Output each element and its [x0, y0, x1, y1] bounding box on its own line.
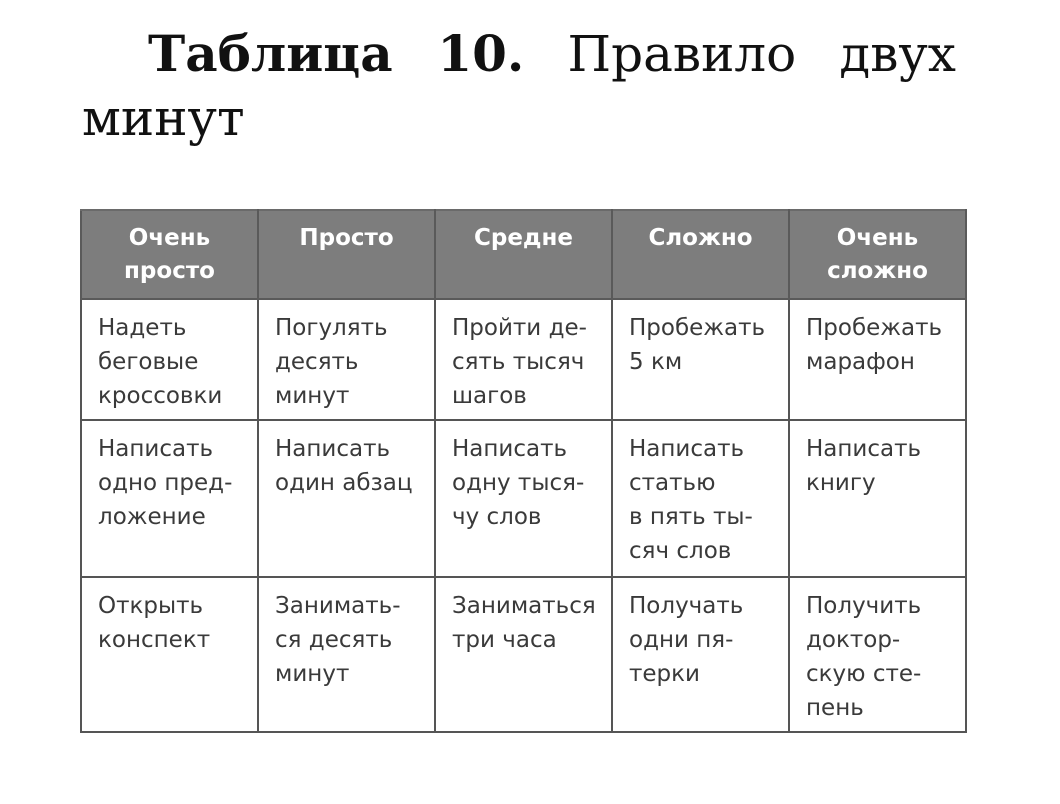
table-cell: Написать одно пред- ложение [81, 420, 258, 577]
page-title [82, 22, 956, 150]
rule-table-container [80, 209, 965, 733]
table-row [81, 299, 966, 420]
title-text: Правило двух минут [82, 25, 956, 147]
header-easy: Просто [258, 210, 435, 299]
header-hard: Сложно [612, 210, 789, 299]
table-cell: Получить доктор- скую сте- пень [789, 577, 966, 732]
table-cell: Написать статью в пять ты- сяч слов [612, 420, 789, 577]
table-cell: Открыть конспект [81, 577, 258, 732]
table-cell: Пробежать марафон [789, 299, 966, 420]
table-header-row [81, 210, 966, 299]
two-minute-rule-table [80, 209, 967, 733]
header-very-easy: Очень просто [81, 210, 258, 299]
table-cell: Надеть беговые кроссовки [81, 299, 258, 420]
table-cell: Написать книгу [789, 420, 966, 577]
table-cell: Пройти де- сять тысяч шагов [435, 299, 612, 420]
table-cell: Получать одни пя- терки [612, 577, 789, 732]
table-cell: Пробежать 5 км [612, 299, 789, 420]
table-cell: Написать одну тыся- чу слов [435, 420, 612, 577]
table-cell: Погулять десять минут [258, 299, 435, 420]
table-row [81, 577, 966, 732]
table-cell: Написать один абзац [258, 420, 435, 577]
table-cell: Заниматься три часа [435, 577, 612, 732]
header-very-hard: Очень сложно [789, 210, 966, 299]
table-row [81, 420, 966, 577]
title-label: Таблица 10. [148, 24, 525, 83]
header-medium: Средне [435, 210, 612, 299]
table-cell: Занимать- ся десять минут [258, 577, 435, 732]
